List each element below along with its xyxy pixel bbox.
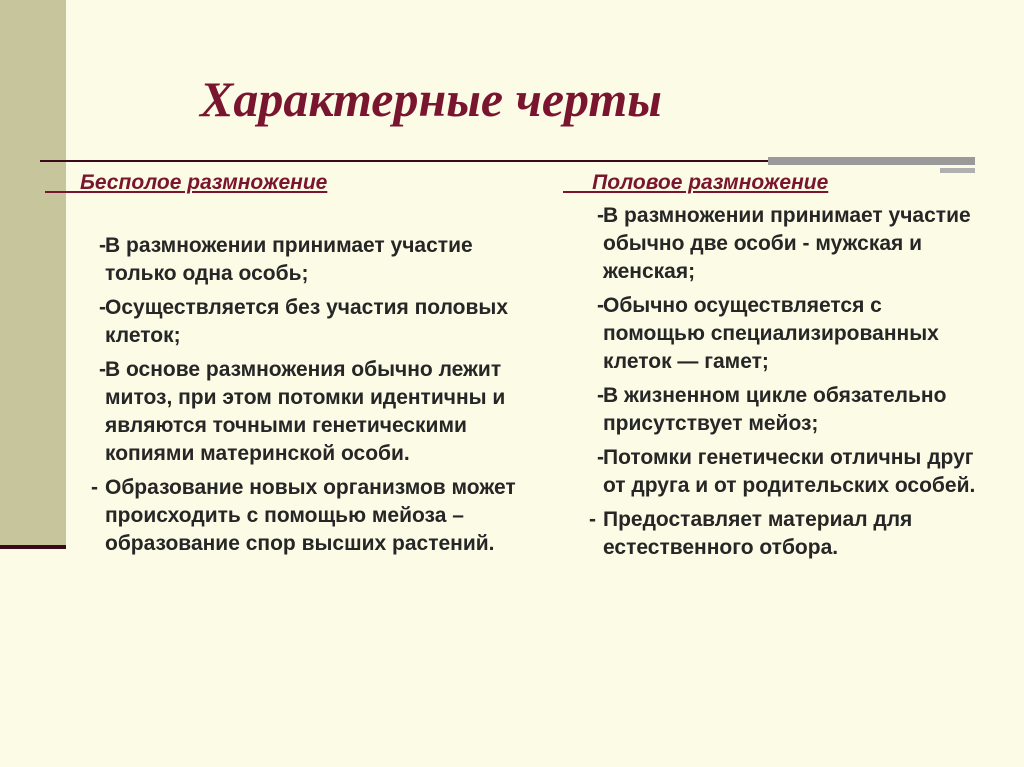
dash-marker: -	[597, 384, 604, 407]
asexual-heading: Бесполое размножение	[45, 171, 328, 194]
dash-marker: -	[597, 294, 604, 317]
list-item: - В жизненном цикле обязательно присутствует мейоз;	[597, 384, 947, 435]
sexual-heading: Половое размножение	[563, 171, 829, 194]
dash-marker: -	[597, 204, 604, 227]
list-item: - Обычно осуществляется с помощью специализированных клеток — гамет;	[597, 294, 939, 373]
dash-marker: -	[99, 296, 106, 319]
sexual-column	[563, 168, 983, 568]
asexual-column	[45, 168, 525, 564]
dash-marker: -	[597, 446, 604, 469]
dash-marker: -	[589, 508, 596, 531]
list-item: - Осуществляется без участия половых клеток;	[99, 296, 509, 347]
list-item: - В размножении принимает участие только одна особь;	[99, 234, 473, 285]
asexual-list	[45, 232, 525, 558]
list-item: - Предоставляет материал для естественного отбора.	[589, 508, 913, 559]
dash-marker: -	[99, 234, 106, 257]
sexual-list	[563, 202, 983, 562]
dash-marker: -	[91, 476, 98, 499]
list-item: - В основе размножения обычно лежит митоз, при этом потомки идентичны и являются точными генетическими копиями материнской особи.	[99, 358, 506, 465]
rule-accent	[768, 157, 975, 165]
list-item: - Образование новых организмов может происходить с помощью мейоза – образование спор высших растений.	[91, 476, 516, 555]
list-item: - Потомки генетически отличны друг от друга и от родительских особей.	[597, 446, 976, 497]
list-item: - В размножении принимает участие обычно две особи - мужская и женская;	[597, 204, 971, 283]
slide-title: Характерные черты	[200, 71, 662, 127]
dash-marker: -	[99, 358, 106, 381]
